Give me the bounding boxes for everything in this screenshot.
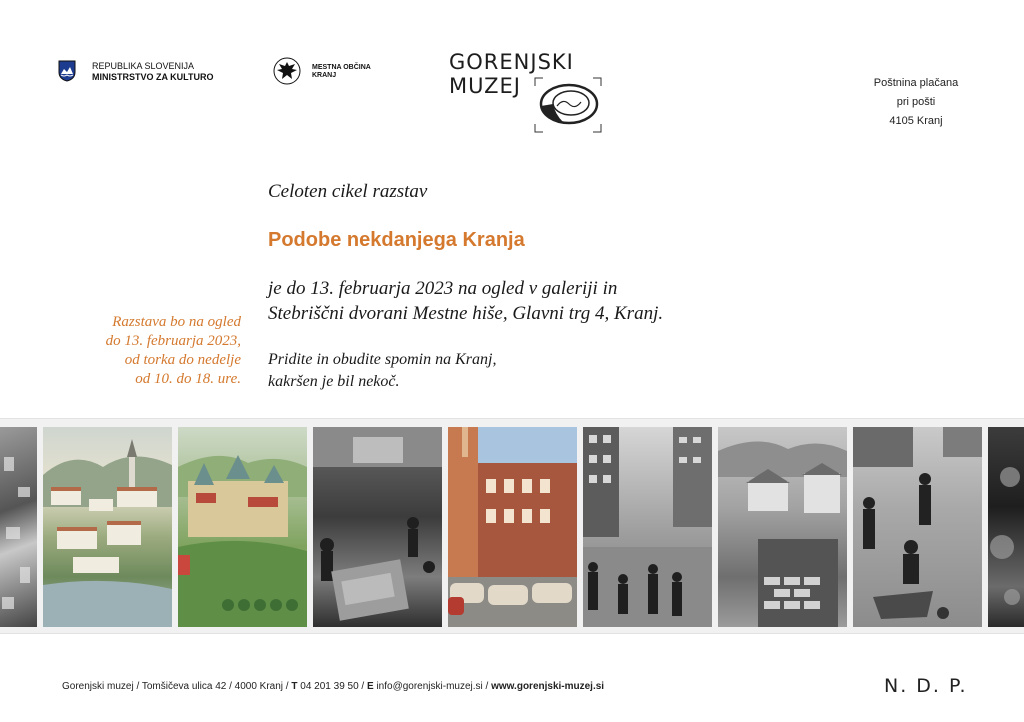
edge-fragment-photo xyxy=(988,427,1024,627)
footer-address-text: Gorenjski muzej / Tomšičeva ulica 42 / 4000 Kranj / xyxy=(62,681,292,692)
castle-painting xyxy=(178,427,307,627)
invitation-text xyxy=(268,349,496,393)
construction-site-photo xyxy=(718,427,847,627)
postage-line2: pri pošti xyxy=(896,96,936,108)
kranj-landscape-painting xyxy=(43,427,172,627)
street-works-photo xyxy=(853,427,982,627)
footer-phone-label: T xyxy=(291,681,298,692)
ministry-logo xyxy=(58,60,218,86)
note-line1: Razstava bo na ogled xyxy=(112,314,241,330)
footer-phone: 04 201 39 50 / xyxy=(297,681,367,692)
postage-line1: Poštnina plačana xyxy=(873,77,959,89)
footer-website-link[interactable]: www.gorenjski-muzej.si xyxy=(491,681,605,692)
municipality-logo xyxy=(273,57,383,87)
market-scene-photo xyxy=(313,427,442,627)
note-line2: do 13. februarja 2023, xyxy=(105,333,241,349)
housing-blocks-photo xyxy=(583,427,712,627)
museum-name-line2: MUZEJ xyxy=(449,74,521,98)
opening-hours-note xyxy=(60,313,241,389)
ministry-line1: REPUBLIKA SLOVENIJA xyxy=(92,61,195,71)
photo-strip xyxy=(0,418,1024,634)
intro-text: Celoten cikel razstav xyxy=(268,181,428,202)
museum-name-line1: GORENJSKI xyxy=(449,50,574,74)
footer-email-link[interactable]: info@gorenjski-muzej.si / xyxy=(373,681,492,692)
ndp-mark: N. D. P. xyxy=(884,675,968,697)
aerial-old-town-photo xyxy=(0,427,37,627)
invite-line2: kakršen je bil nekoč. xyxy=(268,373,400,390)
footer-email-label: E xyxy=(367,681,374,692)
museum-emblem-icon xyxy=(533,76,603,134)
municipality-line2: KRANJ xyxy=(312,72,337,79)
municipality-line1: MESTNA OBČINA xyxy=(312,64,371,71)
note-line4: od 10. do 18. ure. xyxy=(135,371,241,387)
kranj-eagle-icon xyxy=(273,57,301,85)
colour-street-photo xyxy=(448,427,577,627)
ministry-line2: MINISTRSTVO ZA KULTURO xyxy=(92,72,214,82)
body-line2: Stebriščni dvorani Mestne hiše, Glavni trg 4, Kranj. xyxy=(268,303,664,324)
invite-line1: Pridite in obudite spomin na Kranj, xyxy=(268,351,497,368)
postage-line3: 4105 Kranj xyxy=(889,115,943,127)
exhibition-body xyxy=(268,276,663,326)
footer-address xyxy=(62,681,604,692)
slovenia-coat-of-arms-icon xyxy=(58,60,76,82)
body-line1: je do 13. februarja 2023 na ogled v galeriji in xyxy=(268,278,618,299)
note-line3: od torka do nedelje xyxy=(124,352,241,368)
gorenjski-muzej-logo xyxy=(449,50,609,135)
exhibition-title: Podobe nekdanjega Kranja xyxy=(268,229,525,251)
postage-paid-block xyxy=(858,74,974,131)
